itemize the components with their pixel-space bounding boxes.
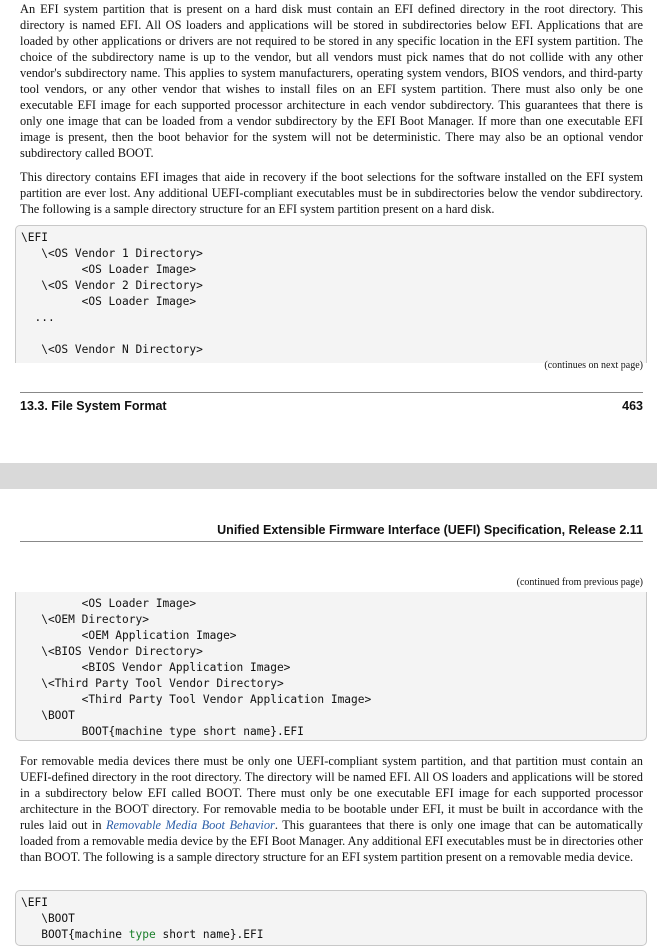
- code-block-removable-structure: [15, 890, 647, 946]
- code-line: \BOOT: [21, 912, 75, 925]
- code-block-directory-structure: \EFI \<OS Vendor 1 Directory> <OS Loader Image> \<OS Vendor 2 Directory> <OS Loader Image> ... \<OS Vendor N Directory>: [15, 225, 647, 363]
- code-keyword: type: [128, 928, 156, 941]
- footer-section-title: 13.3. File System Format: [20, 399, 167, 413]
- page-footer: [20, 392, 643, 413]
- code-block-directory-structure-continued: <OS Loader Image> \<OEM Directory> <OEM Application Image> \<BIOS Vendor Directory> <BIOS Vendor Application Image> \<Third Party Tool Vendor Directory> <Third Party Tool Vendor Application Image> \BOOT BOOT{machine type short name}.EFI: [15, 592, 647, 741]
- link-removable-media-boot-behavior[interactable]: Removable Media Boot Behavior: [105, 818, 275, 832]
- paragraph-removable-media: [20, 753, 643, 865]
- text: For removable media devices there must be only one UEFI-compliant system partition, and that partition must contain an UEFI-defined directory in the root directory. The directory will be named EFI. All OS loaders and applications will be stored in a subdirectory below EFI called BOOT. There must only be one executable EFI image for each supported processor architecture in the BOOT directory. For removable media to be bootable under EFI, it must be built in accordance with the rules laid out in: [20, 754, 643, 832]
- code-text: BOOT{machine: [21, 928, 129, 941]
- page-number: 463: [622, 399, 643, 413]
- page-separator: [0, 463, 657, 489]
- text: . This guarantees that there is only one image that can be automatically loaded from a removable media device by the EFI Boot Manager. Any additional EFI executables must be in directories other than BOOT. The following is a sample directory structure for an EFI system partition present on a removable media device.: [20, 818, 643, 864]
- code-line: \EFI: [21, 896, 48, 909]
- page-header: Unified Extensible Firmware Interface (UEFI) Specification, Release 2.11: [20, 523, 643, 542]
- paragraph-efi-partition: An EFI system partition that is present on a hard disk must contain an EFI defined directory in the root directory. This directory is named EFI. All OS loaders and applications will be stored in subdirectories below EFI. Applications that are loaded by other applications or drivers are not required to be stored in any specific location in the EFI system partition. The choice of the subdirectory name is up to the vendor, but all vendors must pick names that do not collide with any other vendor's subdirectory name. This applies to system manufacturers, operating system vendors, BIOS vendors, and third-party tool vendors, or any other vendor that wishes to install files on an EFI system partition. There must also only be one executable EFI image for each supported processor architecture in each vendor subdirectory. This guarantees that there is only one image that can be loaded from a vendor subdirectory by the EFI Boot Manager. If more than one executable EFI image is present, then the boot behavior for the system will not be deterministic. There may also be an optional vendor subdirectory called BOOT.: [20, 2, 643, 160]
- code-line: [21, 928, 264, 941]
- continued-note: (continued from previous page): [516, 577, 643, 588]
- continues-note: (continues on next page): [544, 360, 643, 371]
- code-text: short name}.EFI: [155, 928, 264, 941]
- paragraph-recovery: This directory contains EFI images that aide in recovery if the boot selections for the software installed on the EFI system partition are ever lost. Any additional UEFI-compliant executables must be in subdirectories below the vendor subdirectory. The following is a sample directory structure for an EFI system partition present on a hard disk.: [20, 170, 643, 216]
